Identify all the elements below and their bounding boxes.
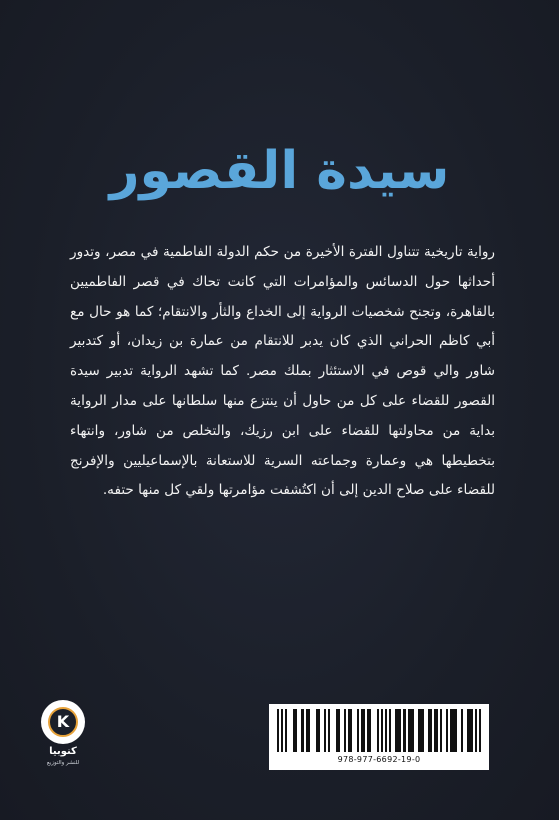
barcode-bar	[434, 709, 438, 752]
barcode-bar	[479, 709, 481, 752]
barcode-bars	[277, 709, 481, 752]
barcode-bar	[395, 709, 401, 752]
barcode-bar	[277, 709, 279, 752]
barcode-bar	[357, 709, 359, 752]
barcode-bar	[293, 709, 297, 752]
publisher-name: كنوبيا	[49, 746, 77, 757]
barcode-bar	[428, 709, 432, 752]
barcode-bar	[281, 709, 283, 752]
barcode-bar	[344, 709, 346, 752]
barcode-bar	[301, 709, 303, 752]
barcode-bar	[408, 709, 414, 752]
book-blurb: رواية تاريخية تتناول الفترة الأخيرة من حكم الدولة الفاطمية في مصر، وتدور أحداثها حول الدسائس والمؤامرات التي كانت تحاك في قصر الفاطميين بالقاهرة، وتجنح شخصيات الرواية إلى الخداع والثأر والانتقام؛ كما هو حال مع أبي كاظم الحراني الذي كان يدبر للانتقام من عمارة بن زيدان، أو كتدبير شاور والي قوص في الاستئثار بملك مصر. كما تشهد الرواية تدبير سيدة القصور للقضاء على كل من حاول أن ينتزع منها سلطانها على مدار الرواية بداية من محاولتها للقضاء على ابن رزيك، والتخلص من شاور، وانتهاء بتخطيطها هي وعمارة وجماعته السرية للاستعانة بالإسماعيليين والإفرنج للقضاء على صلاح الدين إلى أن اكتُشفت مؤامرتها ولقي كل منها حتفه.	[70, 244, 495, 499]
barcode-bar	[328, 709, 330, 752]
barcode-bar	[348, 709, 352, 752]
publisher-logo-ring	[48, 707, 78, 737]
barcode-bar	[446, 709, 448, 752]
publisher-logo-badge	[41, 700, 85, 744]
barcode-bar	[361, 709, 365, 752]
barcode-bar	[377, 709, 379, 752]
barcode-bar	[450, 709, 456, 752]
barcode-bar	[336, 709, 340, 752]
publisher-subtitle: للنشر والتوزيع	[46, 760, 80, 766]
publisher-logo-letter: K	[56, 712, 70, 731]
isbn-number: 978-977-6692-19-0	[337, 755, 421, 764]
isbn-barcode	[269, 704, 489, 770]
barcode-bar	[381, 709, 383, 752]
barcode-bar	[306, 709, 310, 752]
barcode-bar	[418, 709, 424, 752]
barcode-bar	[367, 709, 371, 752]
barcode-bar	[475, 709, 477, 752]
book-title: سيدة القصور	[109, 141, 450, 201]
barcode-bar	[461, 709, 463, 752]
barcode-bar	[403, 709, 405, 752]
barcode-bar	[285, 709, 287, 752]
barcode-bar	[316, 709, 320, 752]
barcode-bar	[467, 709, 473, 752]
barcode-bar	[324, 709, 326, 752]
barcode-bar	[389, 709, 391, 752]
publisher-logo	[38, 700, 88, 770]
barcode-bar	[385, 709, 387, 752]
barcode-bar	[440, 709, 442, 752]
